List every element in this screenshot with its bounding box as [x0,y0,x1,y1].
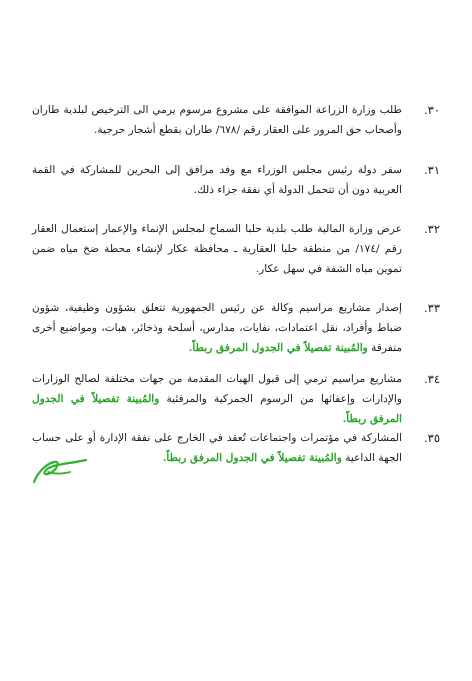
list-item [32,100,440,140]
item-number: ٣٣. [423,301,440,315]
item-number: ٣٢. [423,222,440,236]
item-text: سفر دولة رئيس مجلس الوزراء مع وفد مرافق إلى البحرين للمشاركة في القمة العربية دون أن تتحمل الدولة أي نفقة جزاء ذلك. [32,164,402,196]
item-text: إصدار مشاريع مراسيم وكالة عن رئيس الجمهورية تتعلق بشؤون وظيفية، شؤون ضباط وأفراد، نقل اعتمادات، نفايات، مدارس، أسلحة وذخائر، هبات، ومواضيع أخرى متفرقة والمُبينة تفصيلاً في الجدول المرفق ربطاً. [32,302,402,354]
item-text: عرض وزارة المالية طلب بلدية حلبا السماح لمجلس الإنماء والإعمار إستعمال العقار رقم /١٧٤/ من منطقة حلبا العقارية ـ محافظة عكار لإنشاء محطة ضخ مياه ضمن تموين مياه الشفة في سهل عكار. [32,223,402,275]
item-number: ٣٠. [423,103,440,117]
item-text: المشاركة في مؤتمرات واجتماعات تُعقد في الخارج على نفقة الإدارة أو على حساب الجهة الداعية والمُبينة تفصيلاً في الجدول المرفق ربطاً. [32,432,402,464]
item-number: ٣٤. [423,372,440,386]
item-number: ٣٥. [423,431,440,445]
item-number: ٣١. [423,163,440,177]
item-highlight: والمُبينة تفصيلاً في الجدول المرفق ربطاً. [32,393,402,425]
item-text: مشاريع مراسيم ترمي إلى قبول الهبات المقدمة من جهات مختلفة لصالح الوزارات والإدارات وإعفائها من الرسوم الجمركية والمرفئية والمُبينة تفصيلاً في الجدول المرفق ربطاً. [32,373,402,425]
list-item [32,428,440,468]
list-item [32,160,440,200]
list-item [32,369,440,429]
item-text: طلب وزارة الزراعة الموافقة على مشروع مرسوم يرمي الى الترخيص لبلدية طاران وأصحاب حق المرور على العقار رقم /٦٧٨/ طاران بقطع أشجار حرجية. [32,104,402,136]
list-item [32,298,440,358]
item-highlight: والمُبينة تفصيلاً في الجدول المرفق ربطاً. [162,452,342,464]
signature-mark [28,452,92,488]
list-item [32,219,440,279]
item-highlight: والمُبينة تفصيلاً في الجدول المرفق ربطاً. [188,342,368,354]
